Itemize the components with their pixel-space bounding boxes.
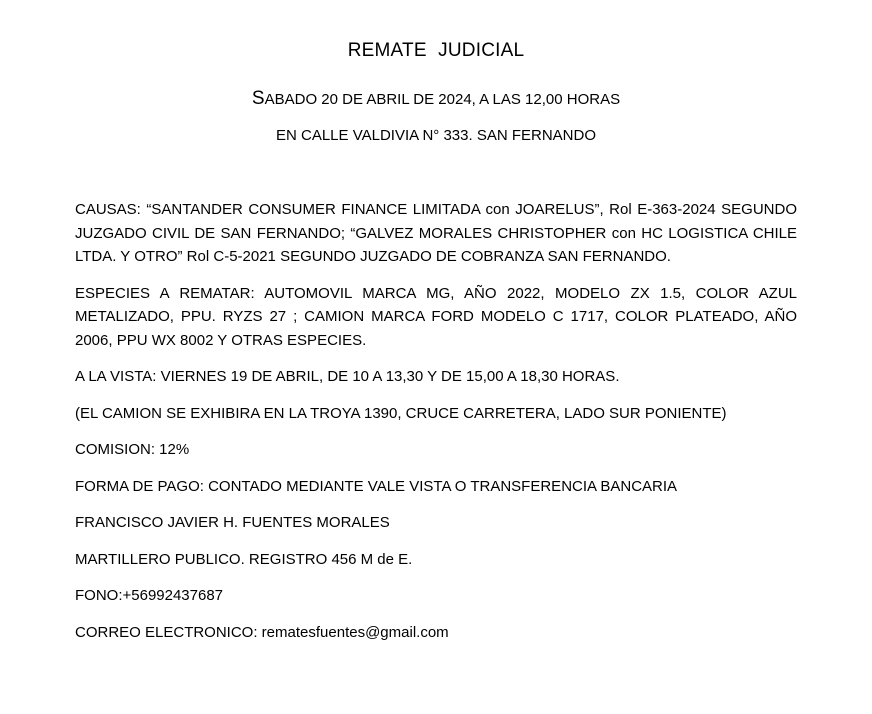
paragraph-forma-de-pago: FORMA DE PAGO: CONTADO MEDIANTE VALE VISTA O TRANSFERENCIA BANCARIA [75, 477, 678, 495]
paragraph-martillero-nombre: FRANCISCO JAVIER H. FUENTES MORALES [75, 514, 390, 531]
paragraph-a-la-vista: A LA VISTA: VIERNES 19 DE ABRIL, DE 10 A 13,30 Y DE 15,00 A 18,30 HORAS. [75, 368, 620, 385]
document-title: REMATE JUDICIAL [347, 40, 525, 61]
paragraph-causas: CAUSAS: “SANTANDER CONSUMER FINANCE LIMITADA con JOARELUS”, Rol E-363-2024 SEGUNDO JUZGADO CIVIL DE SAN FERNANDO; “GALVEZ MORALES CHRISTOPHER con HC LOGISTICA CHILE LTDA. Y OTRO” Rol C-5-2021 SEGUNDO JUZGADO DE COBRANZA SAN FERNANDO. [75, 201, 797, 265]
auction-date-initial: S [251, 88, 265, 109]
document-body [75, 198, 797, 657]
paragraph-fono: FONO:+56992437687 [75, 587, 224, 604]
auction-date-rest: ABADO 20 DE ABRIL DE 2024, A LAS 12,00 HORAS [264, 91, 621, 108]
paragraph-camion-exhibicion: (EL CAMION SE EXHIBIRA EN LA TROYA 1390, CRUCE CARRETERA, LADO SUR PONIENTE) [75, 404, 727, 422]
paragraph-correo: CORREO ELECTRONICO: rematesfuentes@gmail.com [75, 623, 449, 641]
paragraph-especies: ESPECIES A REMATAR: AUTOMOVIL MARCA MG, AÑO 2022, MODELO ZX 1.5, COLOR AZUL METALIZADO, PPU. RYZS 27 ; CAMION MARCA FORD MODELO C 1717, COLOR PLATEADO, AÑO 2006, PPU WX 8002 Y OTRAS ESPECIES. [75, 284, 797, 349]
auction-location: EN CALLE VALDIVIA N° 333. SAN FERNANDO [276, 127, 596, 144]
paragraph-martillero-registro: MARTILLERO PUBLICO. REGISTRO 456 M de E. [75, 550, 413, 568]
auction-date [0, 88, 872, 110]
paragraph-comision: COMISION: 12% [75, 441, 190, 458]
